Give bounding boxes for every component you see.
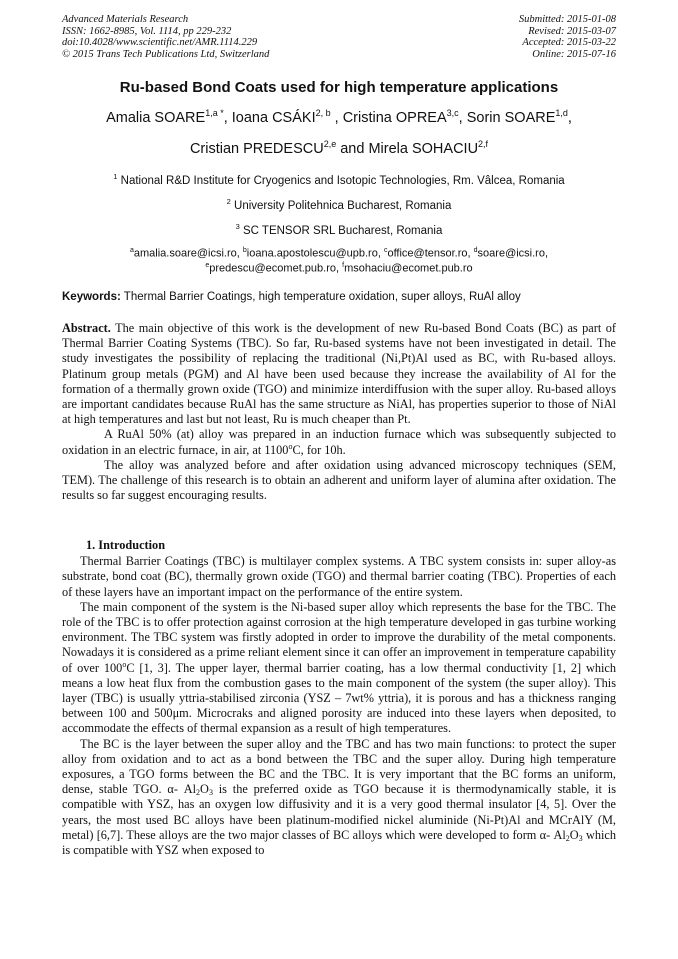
paper-title: Ru-based Bond Coats used for high temperature applications — [119, 79, 559, 96]
degree-sup: o — [288, 441, 293, 451]
email-sup: a — [129, 247, 134, 254]
author-sup: 3,c — [446, 108, 459, 118]
author-line-2 — [0, 139, 678, 157]
abstract-text: C, for 10h. — [292, 442, 346, 457]
author-sup: 1,a * — [205, 108, 224, 118]
intro-text: is the preferred oxide as TGO because it is thermodynamically stable, it is compatible with YSZ, has an oxygen low diffusivity and it is a very good thermal insulator [4, 5]. Over the years, the most used BC alloys have been platinum-modified nickel aluminide (Ni-Pt)Al and MCrAlY (M, metal) [6,7]. These alloys are the two major classes of BC alloys which were developed to form α- Al — [62, 782, 616, 842]
affiliation-3 — [0, 222, 678, 237]
email-link[interactable]: soare@icsi.ro, — [477, 247, 549, 260]
subscript: 3 — [578, 833, 583, 843]
abstract-label: Abstract. — [62, 321, 111, 335]
author-name: Ioana CSÁKI — [231, 109, 316, 126]
intro-paragraph-1: Thermal Barrier Coatings (TBC) is multilayer complex systems. A TBC system consists in: super alloy-as substrate, bond coat (BC), thermally grown oxide (TGO) and thermal barrier coating (TBC). Properties of each of these layers have an important impact on the performance of the entire system. — [62, 554, 616, 599]
degree-sup: o — [122, 659, 127, 669]
author-line-1: Amalia $SOARE^{1,a *}$, Ioana CSÁKI$^{2, b}$ , Cristina OPREA$^{3,c}$, Sorin SOARE$^{1,d}$, — [106, 108, 572, 126]
doi: doi:10.4028/www.scientific.net/AMR.1114.229 — [62, 37, 258, 49]
email-link[interactable]: ioana.apostolescu@upb.ro, — [246, 247, 381, 260]
journal-header-left — [62, 14, 269, 60]
subscript: 2 — [565, 833, 570, 843]
submitted-date: Submitted: 2015-01-08 — [518, 14, 616, 25]
keywords — [62, 291, 618, 303]
affiliation-sup: 1 — [113, 172, 118, 181]
abstract-text: A RuAl 50% (at) alloy was prepared in an induction furnace which was subsequently subjected to oxidation in an electric furnace, in air, at 1100 — [62, 427, 616, 457]
online-date: Online: 2015-07-16 — [532, 48, 616, 60]
author-name: Sorin SOARE — [466, 109, 556, 126]
abstract-text: The main objective of this work is the development of new Ru-based Bond Coats (BC) as part of Thermal Barrier Coating Systems (TBC). So far, Ru-based systems have not been investigated in detail. The study investigates the possibility of replacing the traditional (Ni,Pt)Al used as BC, with Ru-based alloys. Platinum group metals (PGM) and Al have been used because they increase the availability of Al for the formation of a thermally grown oxide (TGO) and minimize interdiffusion with the super alloy. Ru-based alloys are important candidates because RuAl has the same structure as NiAl, has properties superior to those of NiAl at high temperatures and last but not least, Ru is much cheaper than Pt. — [62, 321, 616, 427]
section-heading: 1. Introduction — [86, 538, 166, 552]
subscript: 2 — [196, 788, 201, 798]
email-sup: f — [342, 262, 345, 269]
email-link[interactable]: predescu@ecomet.pub.ro, — [209, 262, 340, 275]
email-sup: b — [242, 247, 247, 254]
intro-text: The BC is the layer between the super alloy and the TBC and has two main functions: to protect the super alloy from oxidation and to act as a bond between the TBC and the super alloy. During high temperature exposures, a TGO forms between the BC and the TBC. It is very important that the BC forms an uniform, dense, stable TGO. α- Al — [62, 736, 616, 797]
emails-line-2 — [0, 262, 678, 275]
author-sup: 1,d — [555, 108, 568, 118]
subscript: 3 — [208, 788, 213, 798]
issn: ISSN: 1662-8985, Vol. 1114, pp 229-232 — [62, 25, 232, 37]
author-sup: 2,f — [478, 139, 489, 149]
affiliation-text: SC TENSOR SRL Bucharest, Romania — [242, 224, 443, 237]
keywords-label: Keywords: — [62, 291, 121, 303]
abstract-paragraph-1 — [62, 321, 616, 427]
email-sup: e — [205, 262, 210, 269]
intro-text: O — [569, 827, 579, 842]
abstract-paragraph-2 — [62, 427, 616, 457]
abstract — [62, 321, 616, 503]
author-sup: 2,e — [323, 139, 337, 149]
author-name: Cristian PREDESCU — [189, 140, 324, 157]
email-link[interactable]: amalia.soare@icsi.ro, — [133, 247, 240, 260]
intro-text: C [1, 3]. The upper layer, thermal barrier coating, has a low thermal conductivity [1, 2] which means a low heat flux from the combustion gases to the main component of the system (the super alloy). This layer (TBC) is usually yttria-stabilised zirconia (YSZ – 7wt% yttria), it is porous and has a thickness ranging between 100 and 500μm. Microcraks and aligned porosity are induced into these layers when deposited, to accommodate the effects of thermal expansion as a result of high temperatures. — [62, 660, 617, 736]
intro-paragraph-2 — [62, 600, 616, 737]
revised-date: Revised: 2015-03-07 — [528, 25, 616, 37]
intro-text: which is compatible with YSZ when exposed to — [62, 827, 616, 858]
author-name: Cristina OPREA — [342, 109, 447, 126]
email-link[interactable]: msohaciu@ecomet.pub.ro — [344, 262, 473, 275]
journal-name: Advanced Materials Research — [62, 14, 189, 25]
affiliation-1 — [0, 172, 678, 187]
affiliation-text: National R&D Institute for Cryogenics and Isotopic Technologies, Rm. Vâlcea, Romania — [120, 174, 565, 187]
intro-text: O — [200, 782, 209, 797]
author-name: Amalia SOARE — [106, 109, 206, 126]
introduction-section — [62, 538, 616, 858]
and-word: and — [340, 140, 365, 157]
affiliation-sup: 3 — [235, 222, 240, 231]
abstract-paragraph-3: The alloy was analyzed before and after oxidation using advanced microscopy techniques (SEM, TEM). The challenge of this research is to obtain an adherent and uniform layer of alumina after oxidation. The results so far suggest encouraging results. — [62, 457, 616, 503]
journal-header-right — [519, 14, 616, 60]
keywords-text: Thermal Barrier Coatings, high temperature oxidation, super alloys, RuAl alloy — [123, 291, 521, 303]
affiliation-text: University Politehnica Bucharest, Romania — [234, 199, 452, 212]
email-link[interactable]: office@tensor.ro, — [387, 247, 471, 260]
author-name: Mirela SOHACIU — [368, 140, 479, 157]
affiliation-2 — [0, 197, 678, 212]
author-sup: 2, b — [315, 108, 331, 118]
intro-paragraph-3 — [62, 737, 616, 859]
email-sup: c — [383, 247, 388, 254]
email-sup: d — [473, 247, 478, 254]
intro-text: The main component of the system is the Ni-based super alloy which represents the base for the TBC. The role of the TBC is to offer protection against corrosion at the high temperature developed in gas turbine working environment. The TBC system was firstly adopted in order to improve the durability of the metal components. Nowadays it is considered as a prime reliant element since it can offer an improvement in temperature capability of over 100 — [62, 599, 616, 675]
accepted-date: Accepted: 2015-03-22 — [522, 37, 616, 49]
copyright: © 2015 Trans Tech Publications Ltd, Switzerland — [62, 48, 270, 60]
emails-line-1 — [0, 247, 678, 260]
affiliation-sup: 2 — [226, 197, 231, 206]
